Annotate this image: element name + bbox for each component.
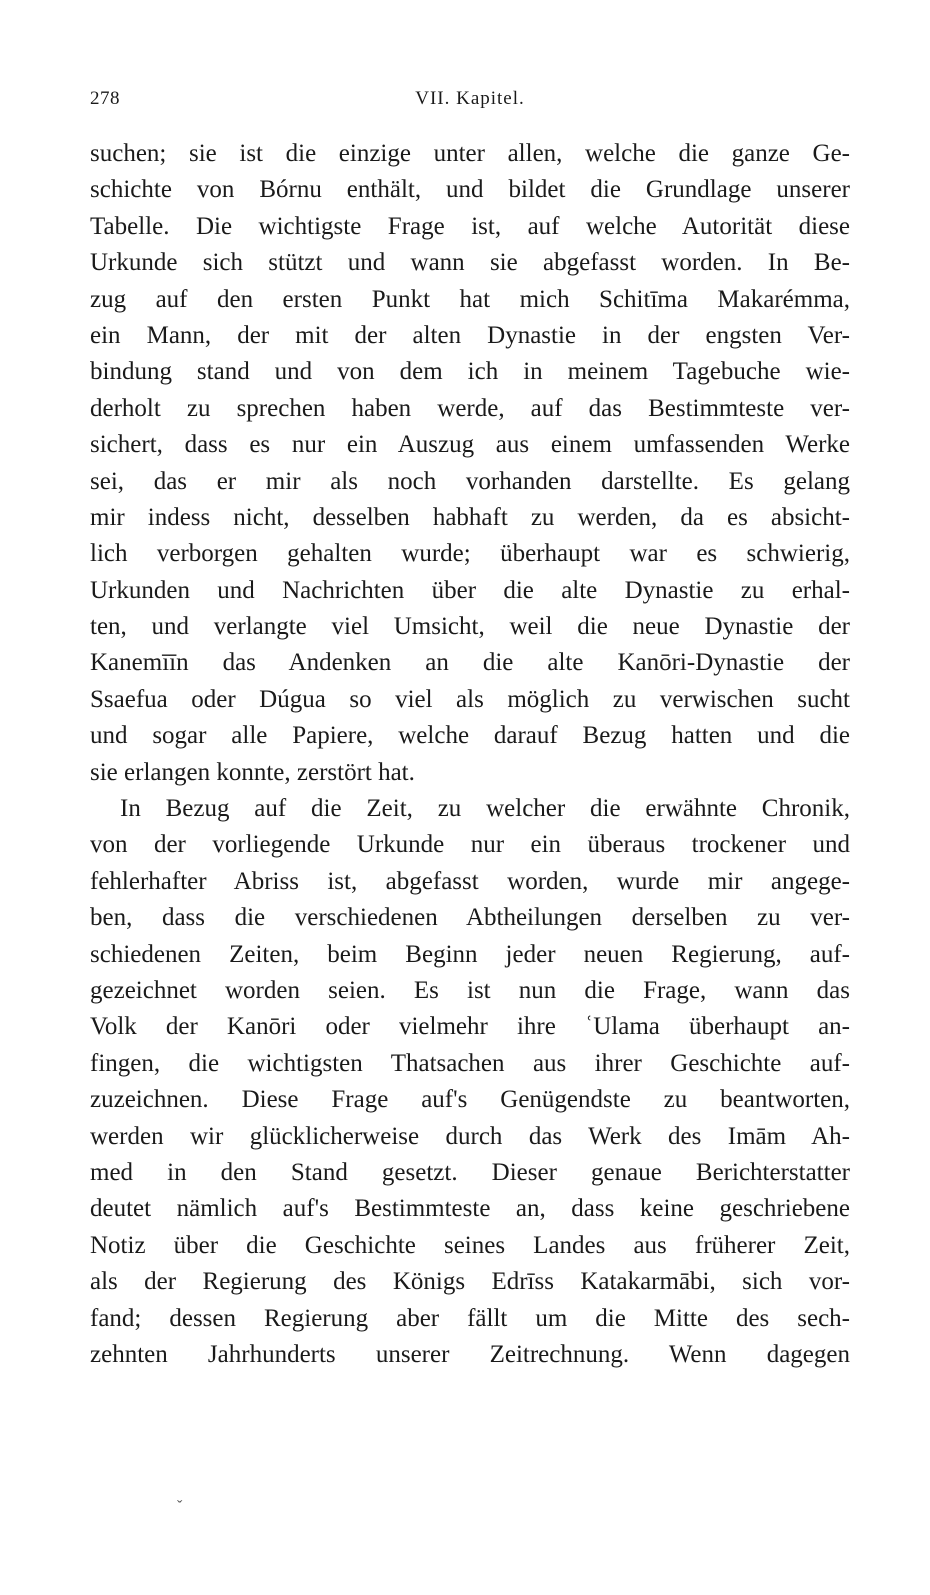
paragraph-1 [90, 136, 850, 791]
text-line: derholt zu sprechen haben werde, auf das Bestimmteste ver- [90, 394, 850, 422]
text-line: Tabelle. Die wichtigste Frage ist, auf welche Autorität diese [90, 212, 850, 240]
text-line: lich verborgen gehalten wurde; überhaupt war es schwierig, [90, 540, 850, 568]
text-line: schiedenen Zeiten, beim Beginn jeder neuen Regierung, auf- [90, 940, 850, 968]
text-line: ein Mann, der mit der alten Dynastie in der engsten Ver- [90, 321, 850, 349]
text-line: ten, und verlangte viel Umsicht, weil die neue Dynastie der [90, 613, 850, 641]
text-line: Volk der Kanōri oder vielmehr ihre ʿUlama überhaupt an- [90, 1013, 850, 1041]
text-line: In Bezug auf die Zeit, zu welcher die erwähnte Chronik, [120, 795, 850, 823]
text-line: zuzeichnen. Diese Frage auf's Genügendste zu beantworten, [90, 1086, 850, 1114]
text-line: sei, das er mir als noch vorhanden darstellte. Es gelang [90, 467, 850, 495]
text-line: und sogar alle Papiere, welche darauf Bezug hatten und die [90, 722, 850, 750]
text-line: deutet nämlich auf's Bestimmteste an, dass keine geschriebene [90, 1195, 850, 1223]
text-line: sie erlangen konnte, zerstört hat. [90, 758, 415, 786]
text-line: suchen; sie ist die einzige unter allen, welche die ganze Ge- [90, 140, 850, 167]
text-line: ben, dass die verschiedenen Abtheilungen derselben zu ver- [90, 904, 850, 932]
text-line: Urkunden und Nachrichten über die alte Dynastie zu erhal- [90, 576, 850, 604]
body-text [90, 136, 850, 1373]
text-line: Ssaefua oder Dúgua so viel als möglich zu verwischen sucht [90, 685, 850, 713]
text-line: sichert, dass es nur ein Auszug aus einem umfassenden Werke [90, 431, 850, 459]
text-line: mir indess nicht, desselben habhaft zu werden, da es absicht- [90, 503, 850, 531]
running-head [90, 88, 850, 118]
text-line: Notiz über die Geschichte seines Landes aus früherer Zeit, [90, 1231, 850, 1259]
text-line: fehlerhafter Abriss ist, abgefasst worden, wurde mir angege- [90, 867, 850, 895]
text-line: bindung stand und von dem ich in meinem Tagebuche wie- [90, 358, 850, 386]
paragraph-2 [90, 791, 850, 1373]
text-line: fingen, die wichtigsten Thatsachen aus ihrer Geschichte auf- [90, 1049, 850, 1077]
text-line: fand; dessen Regierung aber fällt um die Mitte des sech- [90, 1304, 850, 1332]
text-line: Kanemīīn das Andenken an die alte Kanōri-Dynastie der [90, 649, 850, 677]
text-line: med in den Stand gesetzt. Dieser genaue Berichterstatter [90, 1158, 850, 1186]
text-line: werden wir glücklicherweise durch das Werk des Imām Ah- [90, 1122, 850, 1150]
text-line: zehnten Jahrhunderts unserer Zeitrechnung. Wenn dagegen [90, 1340, 850, 1368]
text-line: Urkunde sich stützt und wann sie abgefasst worden. In Be- [90, 249, 850, 277]
text-line: gezeichnet worden seien. Es ist nun die Frage, wann das [90, 976, 850, 1004]
text-line: als der Regierung des Königs Edrīss Katakarmābi, sich vor- [90, 1268, 850, 1296]
text-line: von der vorliegende Urkunde nur ein überaus trockener und [90, 831, 850, 859]
chapter-title: VII. Kapitel. [415, 88, 525, 109]
ink-speck: ˇ [177, 1498, 183, 1515]
page-number: 278 [90, 88, 120, 109]
text-line: schichte von Bórnu enthält, und bildet die Grundlage unserer [90, 176, 850, 204]
text-line: zug auf den ersten Punkt hat mich Schitīma Makarémma, [90, 285, 850, 313]
